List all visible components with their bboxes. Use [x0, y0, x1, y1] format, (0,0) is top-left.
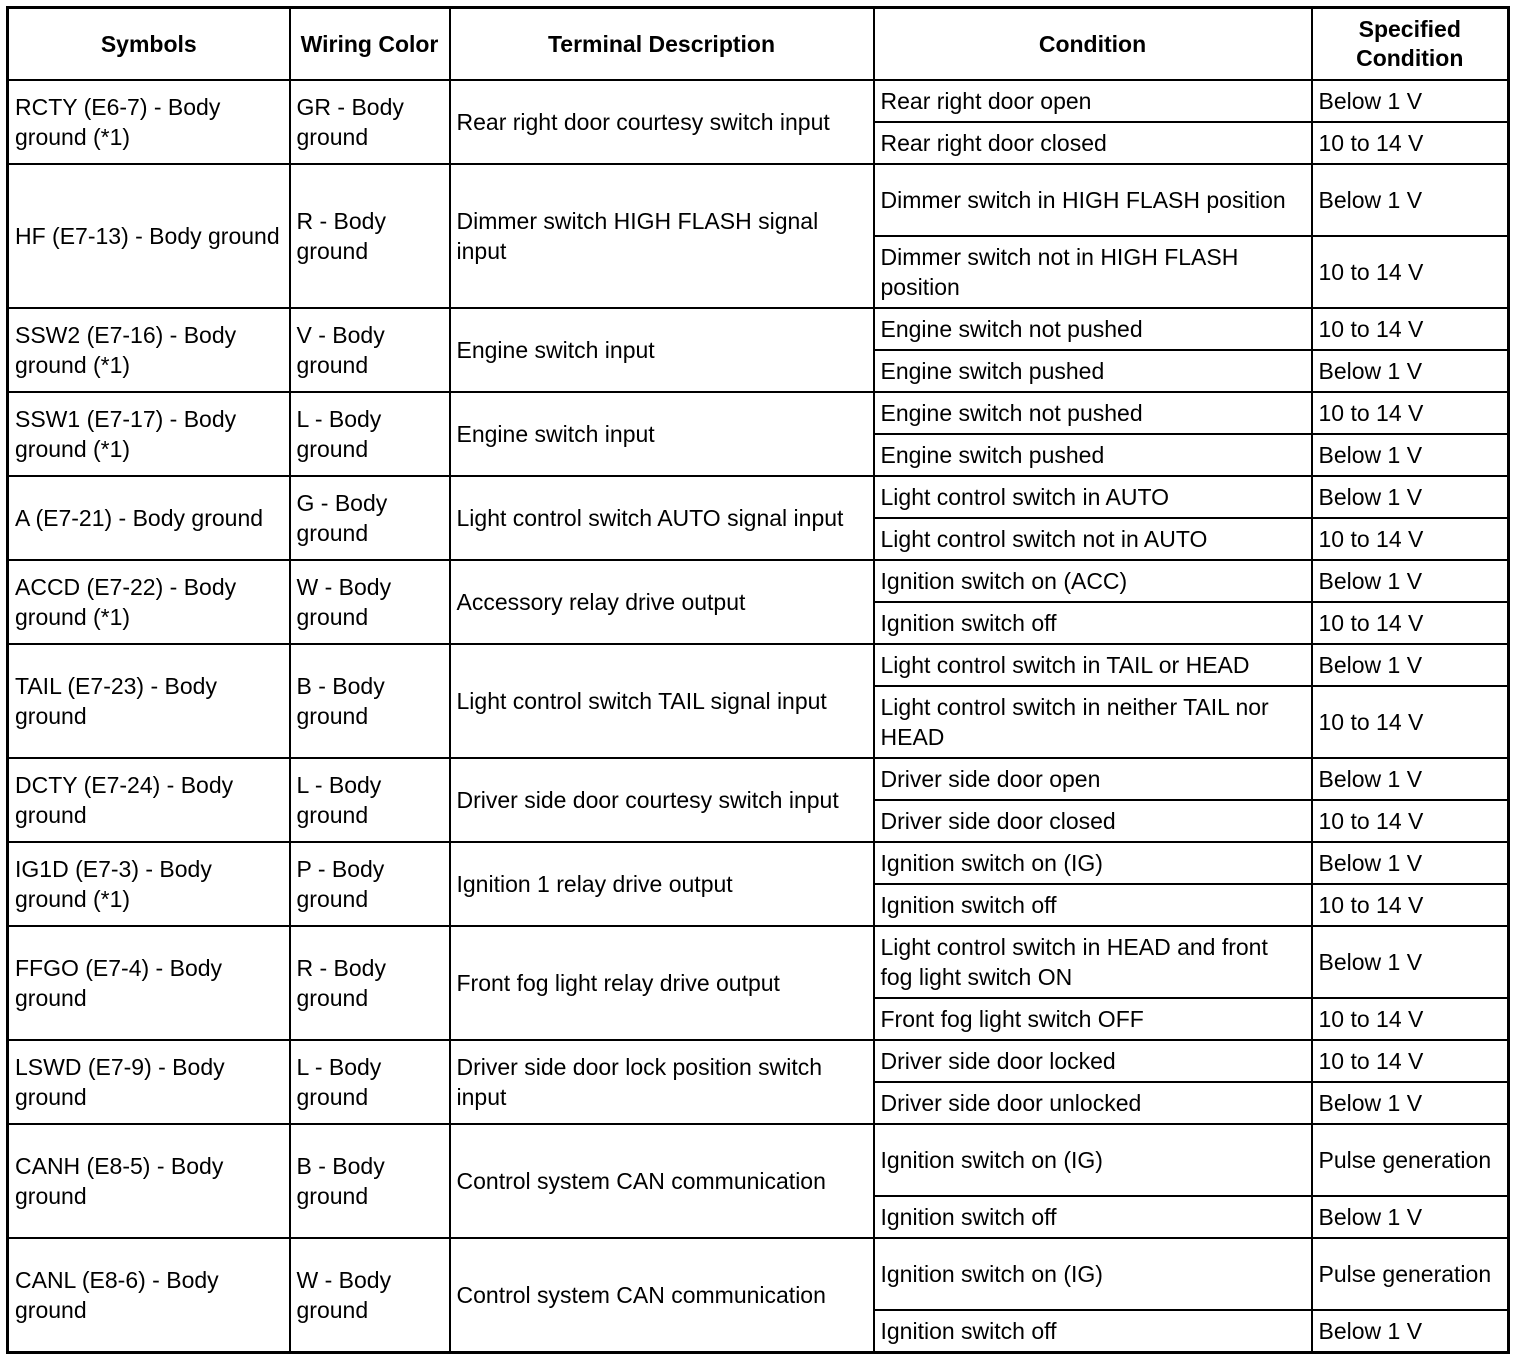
- table-row: [8, 80, 1509, 122]
- condition-cell: Light control switch in HEAD and front fog light switch ON: [874, 926, 1312, 998]
- header-terminal-description: Terminal Description: [450, 8, 874, 81]
- wiring-color-cell: B - Body ground: [290, 644, 450, 758]
- specified-condition-cell: Below 1 V: [1312, 560, 1509, 602]
- table-row: [8, 644, 1509, 686]
- terminal-description-cell: Driver side door courtesy switch input: [450, 758, 874, 842]
- wiring-color-cell: GR - Body ground: [290, 80, 450, 164]
- condition-cell: Light control switch in TAIL or HEAD: [874, 644, 1312, 686]
- table-row: [8, 476, 1509, 518]
- header-specified-condition: Specified Condition: [1312, 8, 1509, 81]
- terminal-description-cell: Engine switch input: [450, 392, 874, 476]
- condition-cell: Driver side door unlocked: [874, 1082, 1312, 1124]
- condition-cell: Engine switch pushed: [874, 434, 1312, 476]
- specified-condition-cell: 10 to 14 V: [1312, 308, 1509, 350]
- symbol-cell: CANL (E8-6) - Body ground: [8, 1238, 290, 1352]
- terminal-description-cell: Control system CAN communication: [450, 1238, 874, 1352]
- specified-condition-cell: Below 1 V: [1312, 926, 1509, 998]
- specified-condition-cell: Below 1 V: [1312, 842, 1509, 884]
- specified-condition-cell: Below 1 V: [1312, 476, 1509, 518]
- symbol-cell: RCTY (E6-7) - Body ground (*1): [8, 80, 290, 164]
- specified-condition-cell: 10 to 14 V: [1312, 122, 1509, 164]
- terminal-description-cell: Control system CAN communication: [450, 1124, 874, 1238]
- table-row: [8, 926, 1509, 998]
- wiring-color-cell: W - Body ground: [290, 560, 450, 644]
- specified-condition-cell: 10 to 14 V: [1312, 392, 1509, 434]
- wiring-color-cell: P - Body ground: [290, 842, 450, 926]
- wiring-color-cell: B - Body ground: [290, 1124, 450, 1238]
- symbol-cell: DCTY (E7-24) - Body ground: [8, 758, 290, 842]
- specified-condition-cell: Below 1 V: [1312, 644, 1509, 686]
- condition-cell: Front fog light switch OFF: [874, 998, 1312, 1040]
- table-body: [8, 80, 1509, 1352]
- header-symbols: Symbols: [8, 8, 290, 81]
- specified-condition-cell: 10 to 14 V: [1312, 998, 1509, 1040]
- table-row: [8, 1124, 1509, 1196]
- specified-condition-cell: 10 to 14 V: [1312, 884, 1509, 926]
- symbol-cell: SSW1 (E7-17) - Body ground (*1): [8, 392, 290, 476]
- table-row: [8, 308, 1509, 350]
- condition-cell: Ignition switch on (IG): [874, 1238, 1312, 1310]
- specified-condition-cell: 10 to 14 V: [1312, 602, 1509, 644]
- table-row: [8, 560, 1509, 602]
- specified-condition-cell: Below 1 V: [1312, 434, 1509, 476]
- specified-condition-cell: 10 to 14 V: [1312, 518, 1509, 560]
- terminal-description-cell: Dimmer switch HIGH FLASH signal input: [450, 164, 874, 308]
- condition-cell: Ignition switch off: [874, 602, 1312, 644]
- header-row: [8, 8, 1509, 81]
- condition-cell: Rear right door closed: [874, 122, 1312, 164]
- symbol-cell: SSW2 (E7-16) - Body ground (*1): [8, 308, 290, 392]
- specified-condition-cell: Below 1 V: [1312, 164, 1509, 236]
- specified-condition-cell: Below 1 V: [1312, 1310, 1509, 1352]
- condition-cell: Ignition switch off: [874, 884, 1312, 926]
- condition-cell: Engine switch not pushed: [874, 392, 1312, 434]
- terminal-table: [6, 6, 1510, 1354]
- symbol-cell: FFGO (E7-4) - Body ground: [8, 926, 290, 1040]
- specified-condition-cell: Pulse generation: [1312, 1124, 1509, 1196]
- table-row: [8, 1238, 1509, 1310]
- wiring-color-cell: V - Body ground: [290, 308, 450, 392]
- specified-condition-cell: Below 1 V: [1312, 1082, 1509, 1124]
- specified-condition-cell: 10 to 14 V: [1312, 686, 1509, 758]
- condition-cell: Dimmer switch in HIGH FLASH position: [874, 164, 1312, 236]
- wiring-color-cell: L - Body ground: [290, 758, 450, 842]
- specified-condition-cell: 10 to 14 V: [1312, 800, 1509, 842]
- condition-cell: Engine switch not pushed: [874, 308, 1312, 350]
- table-row: [8, 842, 1509, 884]
- specified-condition-cell: Pulse generation: [1312, 1238, 1509, 1310]
- table-row: [8, 164, 1509, 236]
- terminal-description-cell: Accessory relay drive output: [450, 560, 874, 644]
- wiring-color-cell: R - Body ground: [290, 164, 450, 308]
- symbol-cell: A (E7-21) - Body ground: [8, 476, 290, 560]
- symbol-cell: IG1D (E7-3) - Body ground (*1): [8, 842, 290, 926]
- table-row: [8, 758, 1509, 800]
- header-wiring-color: Wiring Color: [290, 8, 450, 81]
- terminal-description-cell: Light control switch TAIL signal input: [450, 644, 874, 758]
- wiring-color-cell: R - Body ground: [290, 926, 450, 1040]
- terminal-description-cell: Driver side door lock position switch input: [450, 1040, 874, 1124]
- symbol-cell: HF (E7-13) - Body ground: [8, 164, 290, 308]
- symbol-cell: CANH (E8-5) - Body ground: [8, 1124, 290, 1238]
- table-row: [8, 1040, 1509, 1082]
- condition-cell: Ignition switch on (ACC): [874, 560, 1312, 602]
- specified-condition-cell: Below 1 V: [1312, 350, 1509, 392]
- terminal-description-cell: Front fog light relay drive output: [450, 926, 874, 1040]
- wiring-color-cell: L - Body ground: [290, 392, 450, 476]
- wiring-color-cell: W - Body ground: [290, 1238, 450, 1352]
- condition-cell: Light control switch in neither TAIL nor HEAD: [874, 686, 1312, 758]
- condition-cell: Rear right door open: [874, 80, 1312, 122]
- terminal-description-cell: Rear right door courtesy switch input: [450, 80, 874, 164]
- condition-cell: Ignition switch off: [874, 1196, 1312, 1238]
- terminal-description-cell: Ignition 1 relay drive output: [450, 842, 874, 926]
- condition-cell: Ignition switch off: [874, 1310, 1312, 1352]
- condition-cell: Light control switch in AUTO: [874, 476, 1312, 518]
- specified-condition-cell: Below 1 V: [1312, 80, 1509, 122]
- specified-condition-cell: Below 1 V: [1312, 758, 1509, 800]
- symbol-cell: TAIL (E7-23) - Body ground: [8, 644, 290, 758]
- wiring-color-cell: L - Body ground: [290, 1040, 450, 1124]
- specified-condition-cell: 10 to 14 V: [1312, 1040, 1509, 1082]
- table-row: [8, 392, 1509, 434]
- terminal-description-cell: Light control switch AUTO signal input: [450, 476, 874, 560]
- header-condition: Condition: [874, 8, 1312, 81]
- specified-condition-cell: Below 1 V: [1312, 1196, 1509, 1238]
- condition-cell: Light control switch not in AUTO: [874, 518, 1312, 560]
- symbol-cell: LSWD (E7-9) - Body ground: [8, 1040, 290, 1124]
- symbol-cell: ACCD (E7-22) - Body ground (*1): [8, 560, 290, 644]
- condition-cell: Driver side door closed: [874, 800, 1312, 842]
- wiring-color-cell: G - Body ground: [290, 476, 450, 560]
- terminal-description-cell: Engine switch input: [450, 308, 874, 392]
- condition-cell: Dimmer switch not in HIGH FLASH position: [874, 236, 1312, 308]
- condition-cell: Ignition switch on (IG): [874, 842, 1312, 884]
- condition-cell: Ignition switch on (IG): [874, 1124, 1312, 1196]
- condition-cell: Engine switch pushed: [874, 350, 1312, 392]
- condition-cell: Driver side door open: [874, 758, 1312, 800]
- condition-cell: Driver side door locked: [874, 1040, 1312, 1082]
- specified-condition-cell: 10 to 14 V: [1312, 236, 1509, 308]
